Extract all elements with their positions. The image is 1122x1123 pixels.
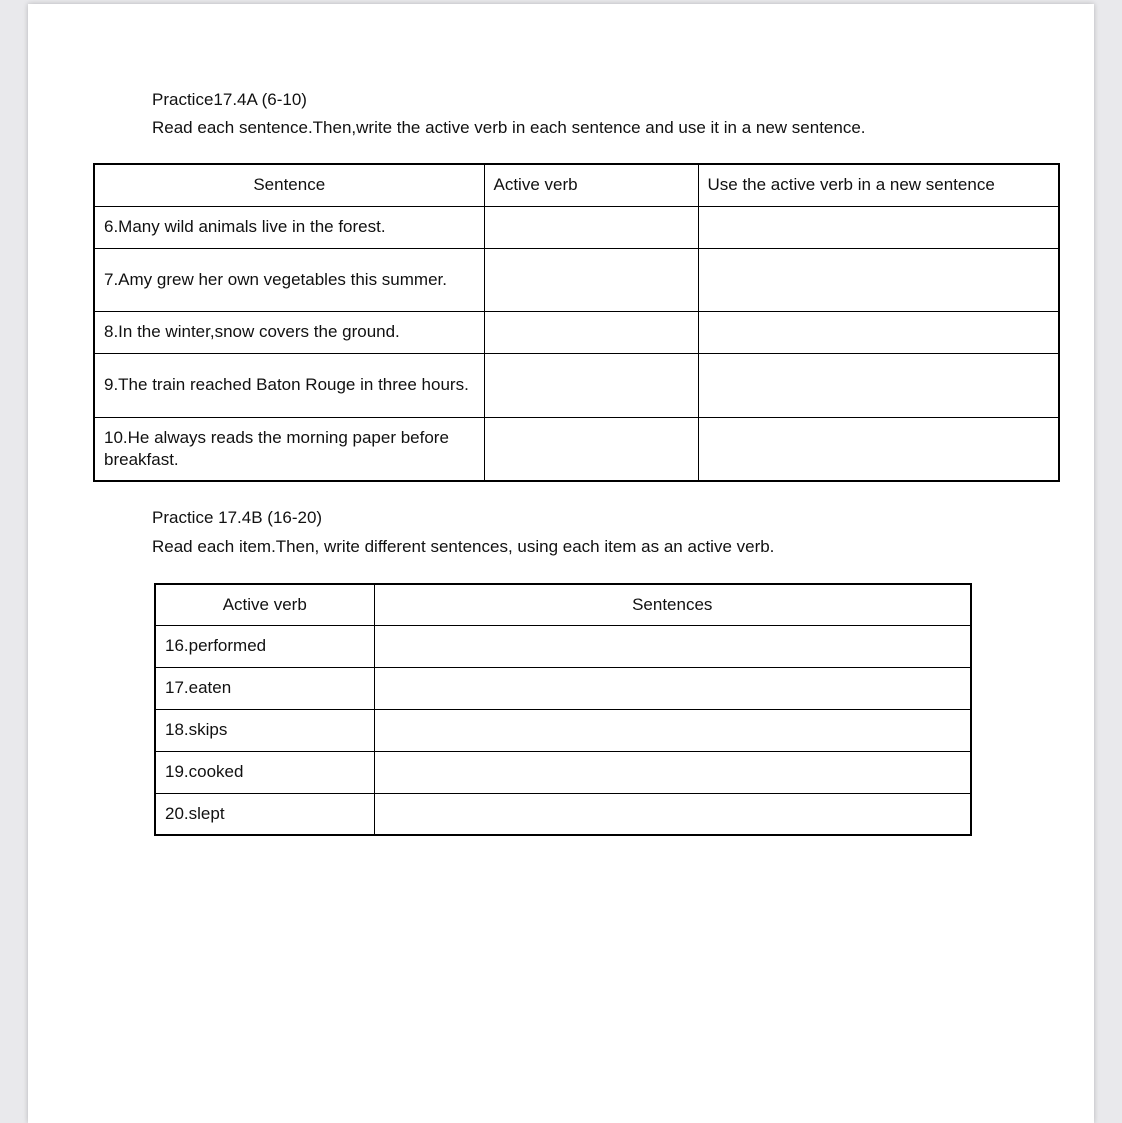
sentences-answer-cell xyxy=(374,625,971,667)
table-row xyxy=(155,751,971,793)
sentences-answer-cell xyxy=(374,751,971,793)
sentence-cell: 6.Many wild animals live in the forest. xyxy=(94,206,484,248)
practice-b-title: Practice 17.4B (16-20) xyxy=(152,508,323,527)
active-verb-cell: 20.slept xyxy=(155,793,374,835)
table-header-row xyxy=(94,164,1059,206)
sentences-answer-cell xyxy=(374,667,971,709)
table-row xyxy=(94,206,1059,248)
new-sentence-answer-cell xyxy=(698,206,1059,248)
practice-a-table xyxy=(93,163,1060,482)
new-sentence-answer-cell xyxy=(698,417,1059,481)
active-verb-answer-cell xyxy=(484,206,698,248)
active-verb-answer-cell xyxy=(484,417,698,481)
table-row xyxy=(94,248,1059,311)
header-active-verb: Active verb xyxy=(155,584,374,625)
active-verb-cell: 19.cooked xyxy=(155,751,374,793)
table-row xyxy=(155,709,971,751)
header-active-verb: Active verb xyxy=(484,164,698,206)
active-verb-cell: 16.performed xyxy=(155,625,374,667)
new-sentence-answer-cell xyxy=(698,311,1059,353)
active-verb-cell: 18.skips xyxy=(155,709,374,751)
practice-a-title: Practice17.4A (6-10) xyxy=(152,90,307,109)
active-verb-answer-cell xyxy=(484,311,698,353)
sentences-answer-cell xyxy=(374,793,971,835)
header-sentences: Sentences xyxy=(374,584,971,625)
table-header-row xyxy=(155,584,971,625)
table-row xyxy=(94,353,1059,417)
practice-b-instruction: Read each item.Then, write different sentences, using each item as an active verb. xyxy=(152,537,775,556)
sentences-answer-cell xyxy=(374,709,971,751)
active-verb-cell: 17.eaten xyxy=(155,667,374,709)
header-new-sentence: Use the active verb in a new sentence xyxy=(698,164,1059,206)
sentence-cell: 10.He always reads the morning paper before breakfast. xyxy=(94,417,484,481)
sentence-cell: 8.In the winter,snow covers the ground. xyxy=(94,311,484,353)
new-sentence-answer-cell xyxy=(698,353,1059,417)
table-row xyxy=(155,793,971,835)
practice-a-instruction: Read each sentence.Then,write the active verb in each sentence and use it in a new sentence. xyxy=(152,118,866,137)
new-sentence-answer-cell xyxy=(698,248,1059,311)
table-row xyxy=(94,311,1059,353)
table-row xyxy=(94,417,1059,481)
table-row xyxy=(155,625,971,667)
table-row xyxy=(155,667,971,709)
active-verb-answer-cell xyxy=(484,248,698,311)
active-verb-answer-cell xyxy=(484,353,698,417)
header-sentence: Sentence xyxy=(94,164,484,206)
document-page xyxy=(28,4,1094,1123)
practice-b-table xyxy=(154,583,972,836)
sentence-cell: 7.Amy grew her own vegetables this summer. xyxy=(94,248,484,311)
sentence-cell: 9.The train reached Baton Rouge in three hours. xyxy=(94,353,484,417)
